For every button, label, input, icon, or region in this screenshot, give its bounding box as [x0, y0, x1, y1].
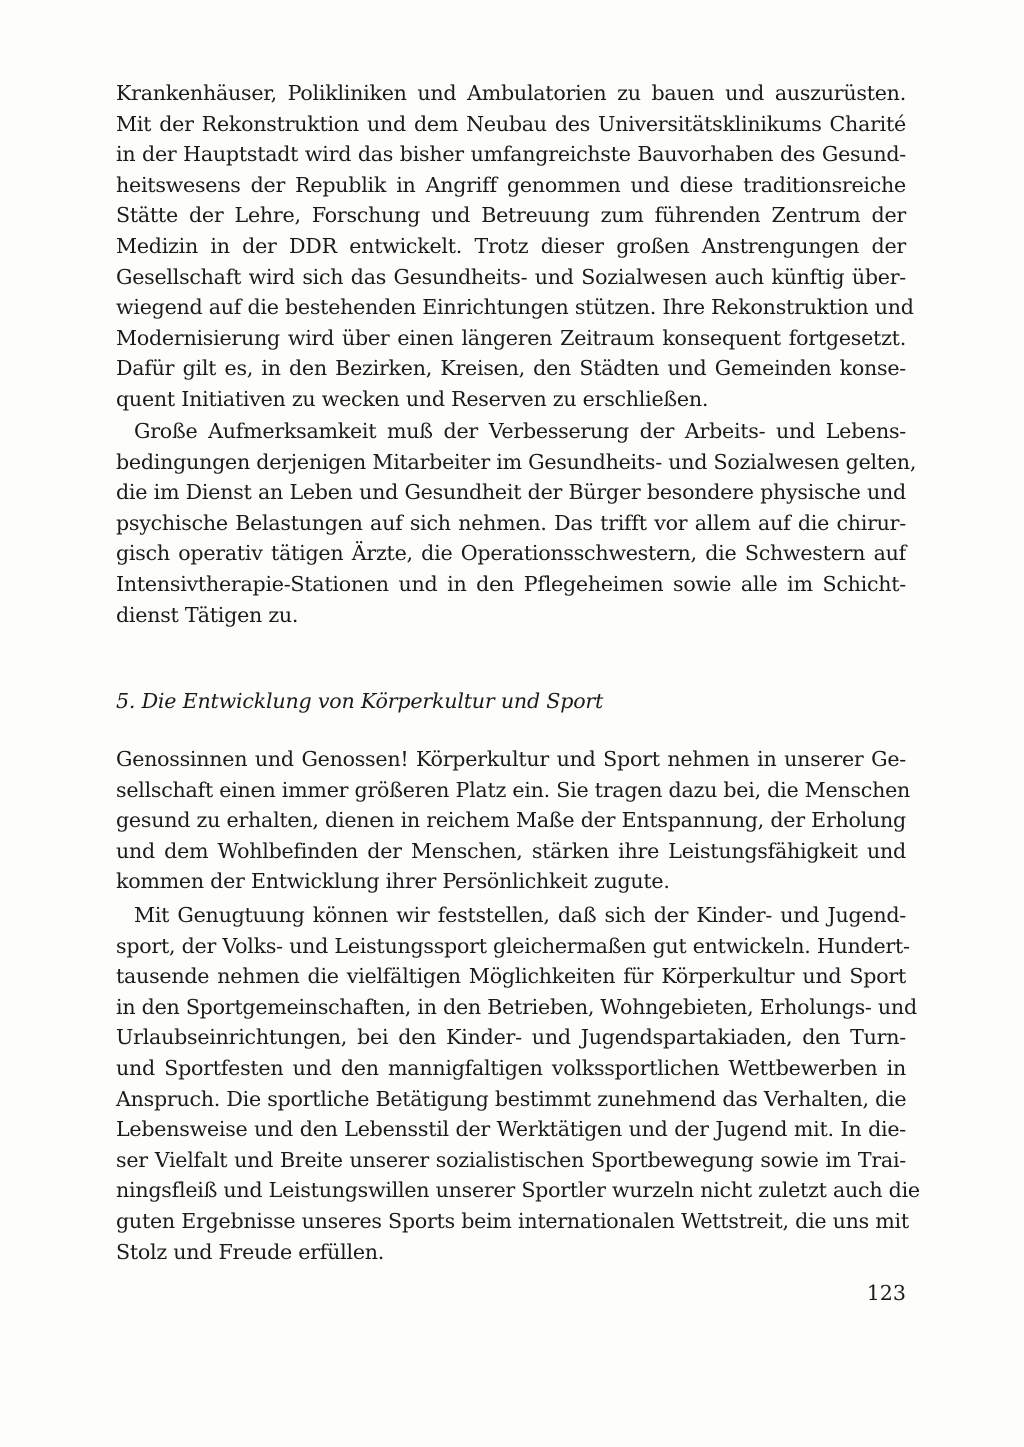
text-line: guten Ergebnisse unseres Sports beim internationalen Wettstreit, die uns mit [116, 1208, 909, 1233]
text-line: tausende nehmen die vielfältigen Möglichkeiten für Körperkultur und Sport [116, 964, 906, 989]
text-line: kommen der Entwicklung ihrer Persönlichkeit zugute. [116, 869, 670, 894]
text-line: in den Sportgemeinschaften, in den Betrieben, Wohngebieten, Erholungs- und [116, 994, 917, 1019]
text-line: Gesellschaft wird sich das Gesundheits- und Sozialwesen auch künftig über- [116, 264, 906, 289]
text-line: und Sportfesten und den mannigfaltigen volkssportlichen Wettbewerben in [116, 1055, 906, 1080]
text-line: bedingungen derjenigen Mitarbeiter im Gesundheits- und Sozialwesen gelten, [116, 449, 917, 474]
text-line: Stätte der Lehre, Forschung und Betreuung zum führenden Zentrum der [116, 203, 906, 228]
text-line: ser Vielfalt und Breite unserer sozialistischen Sportbewegung sowie im Trai- [116, 1147, 906, 1172]
text-line: Große Aufmerksamkeit muß der Verbesserung der Arbeits- und Lebens- [134, 419, 906, 443]
text-line: ningsfleiß und Leistungswillen unserer Sportler wurzeln nicht zuletzt auch die [116, 1178, 920, 1203]
text-line: gesund zu erhalten, dienen in reichem Maße der Entspannung, der Erholung [116, 808, 906, 833]
text-line: dienst Tätigen zu. [116, 602, 299, 627]
text-line: Modernisierung wird über einen längeren Zeitraum konsequent fortgesetzt. [116, 325, 906, 350]
text-line: Anspruch. Die sportliche Betätigung bestimmt zunehmend das Verhalten, die [116, 1086, 907, 1111]
text-line: sellschaft einen immer größeren Platz ein. Sie tragen dazu bei, die Menschen [116, 777, 911, 802]
paragraph-sport-role [116, 744, 911, 897]
text-line: gisch operativ tätigen Ärzte, die Operationsschwestern, die Schwestern auf [116, 541, 906, 566]
text-line: Mit der Rekonstruktion und dem Neubau des Universitätsklinikums Charité [116, 111, 906, 136]
text-line: und dem Wohlbefinden der Menschen, stärken ihre Leistungsfähigkeit und [116, 838, 906, 863]
text-line: Lebensweise und den Lebensstil der Werktätigen und der Jugend mit. In die- [116, 1117, 906, 1142]
paragraph [116, 416, 917, 630]
page-number: 123 [866, 1281, 906, 1305]
text-line: wiegend auf die bestehenden Einrichtungen stützen. Ihre Rekonstruktion und [116, 295, 914, 320]
paragraph-sport-development [116, 900, 920, 1267]
text-line: Intensivtherapie-Stationen und in den Pflegeheimen sowie alle im Schicht- [116, 571, 906, 596]
text-line: Stolz und Freude erfüllen. [116, 1239, 385, 1264]
text-line: Mit Genugtuung können wir feststellen, daß sich der Kinder- und Jugend- [134, 903, 906, 927]
paragraph [116, 744, 911, 897]
text-line: in der Hauptstadt wird das bisher umfangreichste Bauvorhaben des Gesund- [116, 142, 906, 167]
text-line: Medizin in der DDR entwickelt. Trotz dieser großen Anstrengungen der [116, 233, 906, 258]
text-line: quent Initiativen zu wecken und Reserven zu erschließen. [116, 386, 709, 411]
text-line: die im Dienst an Leben und Gesundheit der Bürger besondere physische und [116, 480, 906, 505]
paragraph-healthcare-construction [116, 78, 914, 415]
paragraph [116, 78, 914, 415]
text-line: sport, der Volks- und Leistungssport gleichermaßen gut entwickeln. Hundert- [116, 933, 910, 958]
section-heading: 5. Die Entwicklung von Körperkultur und Sport [116, 689, 604, 713]
text-line: psychische Belastungen auf sich nehmen. Das trifft vor allem auf die chirur- [116, 510, 906, 535]
text-line: heitswesens der Republik in Angriff genommen und diese traditionsreiche [116, 172, 906, 197]
paragraph [116, 900, 920, 1267]
text-line: Dafür gilt es, in den Bezirken, Kreisen, den Städten und Gemeinden konse- [116, 356, 906, 381]
text-line: Genossinnen und Genossen! Körperkultur und Sport nehmen in unserer Ge- [116, 747, 906, 771]
text-line: Krankenhäuser, Polikliniken und Ambulatorien zu bauen und auszurüsten. [116, 81, 906, 105]
text-line: Urlaubseinrichtungen, bei den Kinder- und Jugendspartakiaden, den Turn- [116, 1025, 906, 1050]
paragraph-working-conditions [116, 416, 917, 630]
